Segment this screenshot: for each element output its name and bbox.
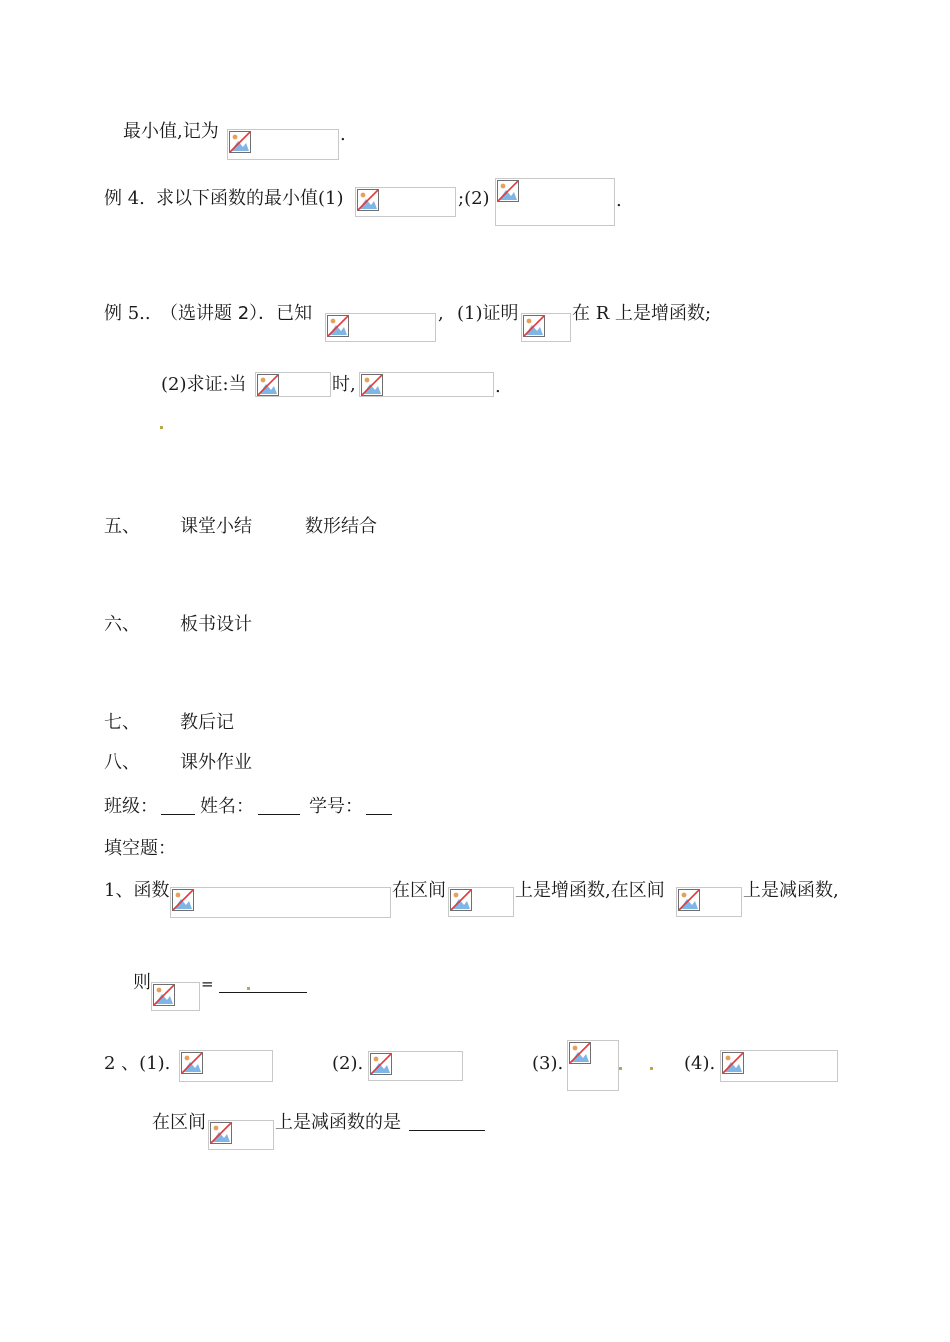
- example-5-label: 例 5..: [104, 303, 151, 324]
- section-5-note: 数形结合: [305, 516, 377, 537]
- increasing-text: 上是增函数,在区间: [515, 880, 665, 901]
- id-blank[interactable]: [366, 814, 392, 815]
- option-4-label: (4).: [684, 1053, 716, 1074]
- section-7-number: 七、: [104, 712, 140, 733]
- stray-dot: [247, 987, 250, 990]
- interval-text: 在区间: [152, 1112, 206, 1133]
- formula-image: [255, 372, 331, 397]
- section-5-number: 五、: [104, 516, 140, 537]
- section-5-title: 课堂小结: [180, 516, 252, 537]
- formula-image: [368, 1051, 463, 1081]
- decreasing-text: 上是减函数,: [743, 880, 839, 901]
- comma: ,: [438, 303, 444, 324]
- question-2-tail: 上是减函数的是: [275, 1112, 401, 1133]
- example-4-text: 求以下函数的最小值(1): [156, 188, 344, 209]
- formula-image: [151, 982, 200, 1011]
- formula-image: [567, 1040, 619, 1091]
- option-2-label: (2).: [332, 1053, 364, 1074]
- answer-blank[interactable]: [409, 1130, 485, 1131]
- formula-image: [179, 1050, 273, 1082]
- stray-dot: [619, 1067, 622, 1070]
- formula-image: [448, 887, 514, 917]
- min-value-text: 最小值,记为: [123, 121, 219, 142]
- section-8-number: 八、: [104, 752, 140, 773]
- equals-sign: =: [201, 975, 214, 993]
- stray-dot: [160, 426, 163, 429]
- example-5-part1: (1)证明: [457, 303, 519, 324]
- example-5-part1-tail: 在 R 上是增函数;: [572, 303, 712, 324]
- id-label: 学号：: [309, 796, 363, 817]
- question-2-prefix: 2 、(1).: [104, 1053, 171, 1074]
- name-label: 姓名：: [200, 796, 254, 817]
- formula-image: [359, 372, 494, 397]
- question-1-prefix: 1、函数: [104, 880, 170, 901]
- period: .: [616, 190, 622, 211]
- section-8-title: 课外作业: [180, 752, 252, 773]
- then-text: 则: [133, 972, 151, 993]
- formula-image: [495, 178, 615, 226]
- stray-dot: [650, 1067, 653, 1070]
- formula-image: [521, 313, 571, 342]
- fill-in-heading: 填空题：: [104, 838, 176, 859]
- formula-image: [227, 129, 339, 160]
- section-7-title: 教后记: [180, 712, 234, 733]
- example-5-topic: （选讲题 2）．已知: [160, 303, 313, 324]
- when-text: 时,: [332, 374, 356, 395]
- formula-image: [170, 887, 391, 918]
- formula-image: [208, 1120, 274, 1150]
- example-4-label: 例 4.: [104, 188, 145, 209]
- option-3-label: (3).: [532, 1053, 564, 1074]
- example-5-part2: (2)求证:当: [161, 374, 247, 395]
- period: .: [340, 124, 346, 145]
- formula-image: [325, 313, 436, 342]
- period: .: [495, 376, 501, 397]
- formula-image: [355, 187, 456, 217]
- class-blank[interactable]: [161, 814, 195, 815]
- answer-blank[interactable]: [219, 992, 307, 993]
- name-blank[interactable]: [258, 814, 300, 815]
- interval-text: 在区间: [392, 880, 446, 901]
- class-label: 班级：: [104, 796, 158, 817]
- formula-image: [720, 1050, 838, 1082]
- formula-image: [676, 887, 742, 917]
- separator: ;(2): [458, 188, 490, 209]
- section-6-title: 板书设计: [180, 614, 252, 635]
- section-6-number: 六、: [104, 614, 140, 635]
